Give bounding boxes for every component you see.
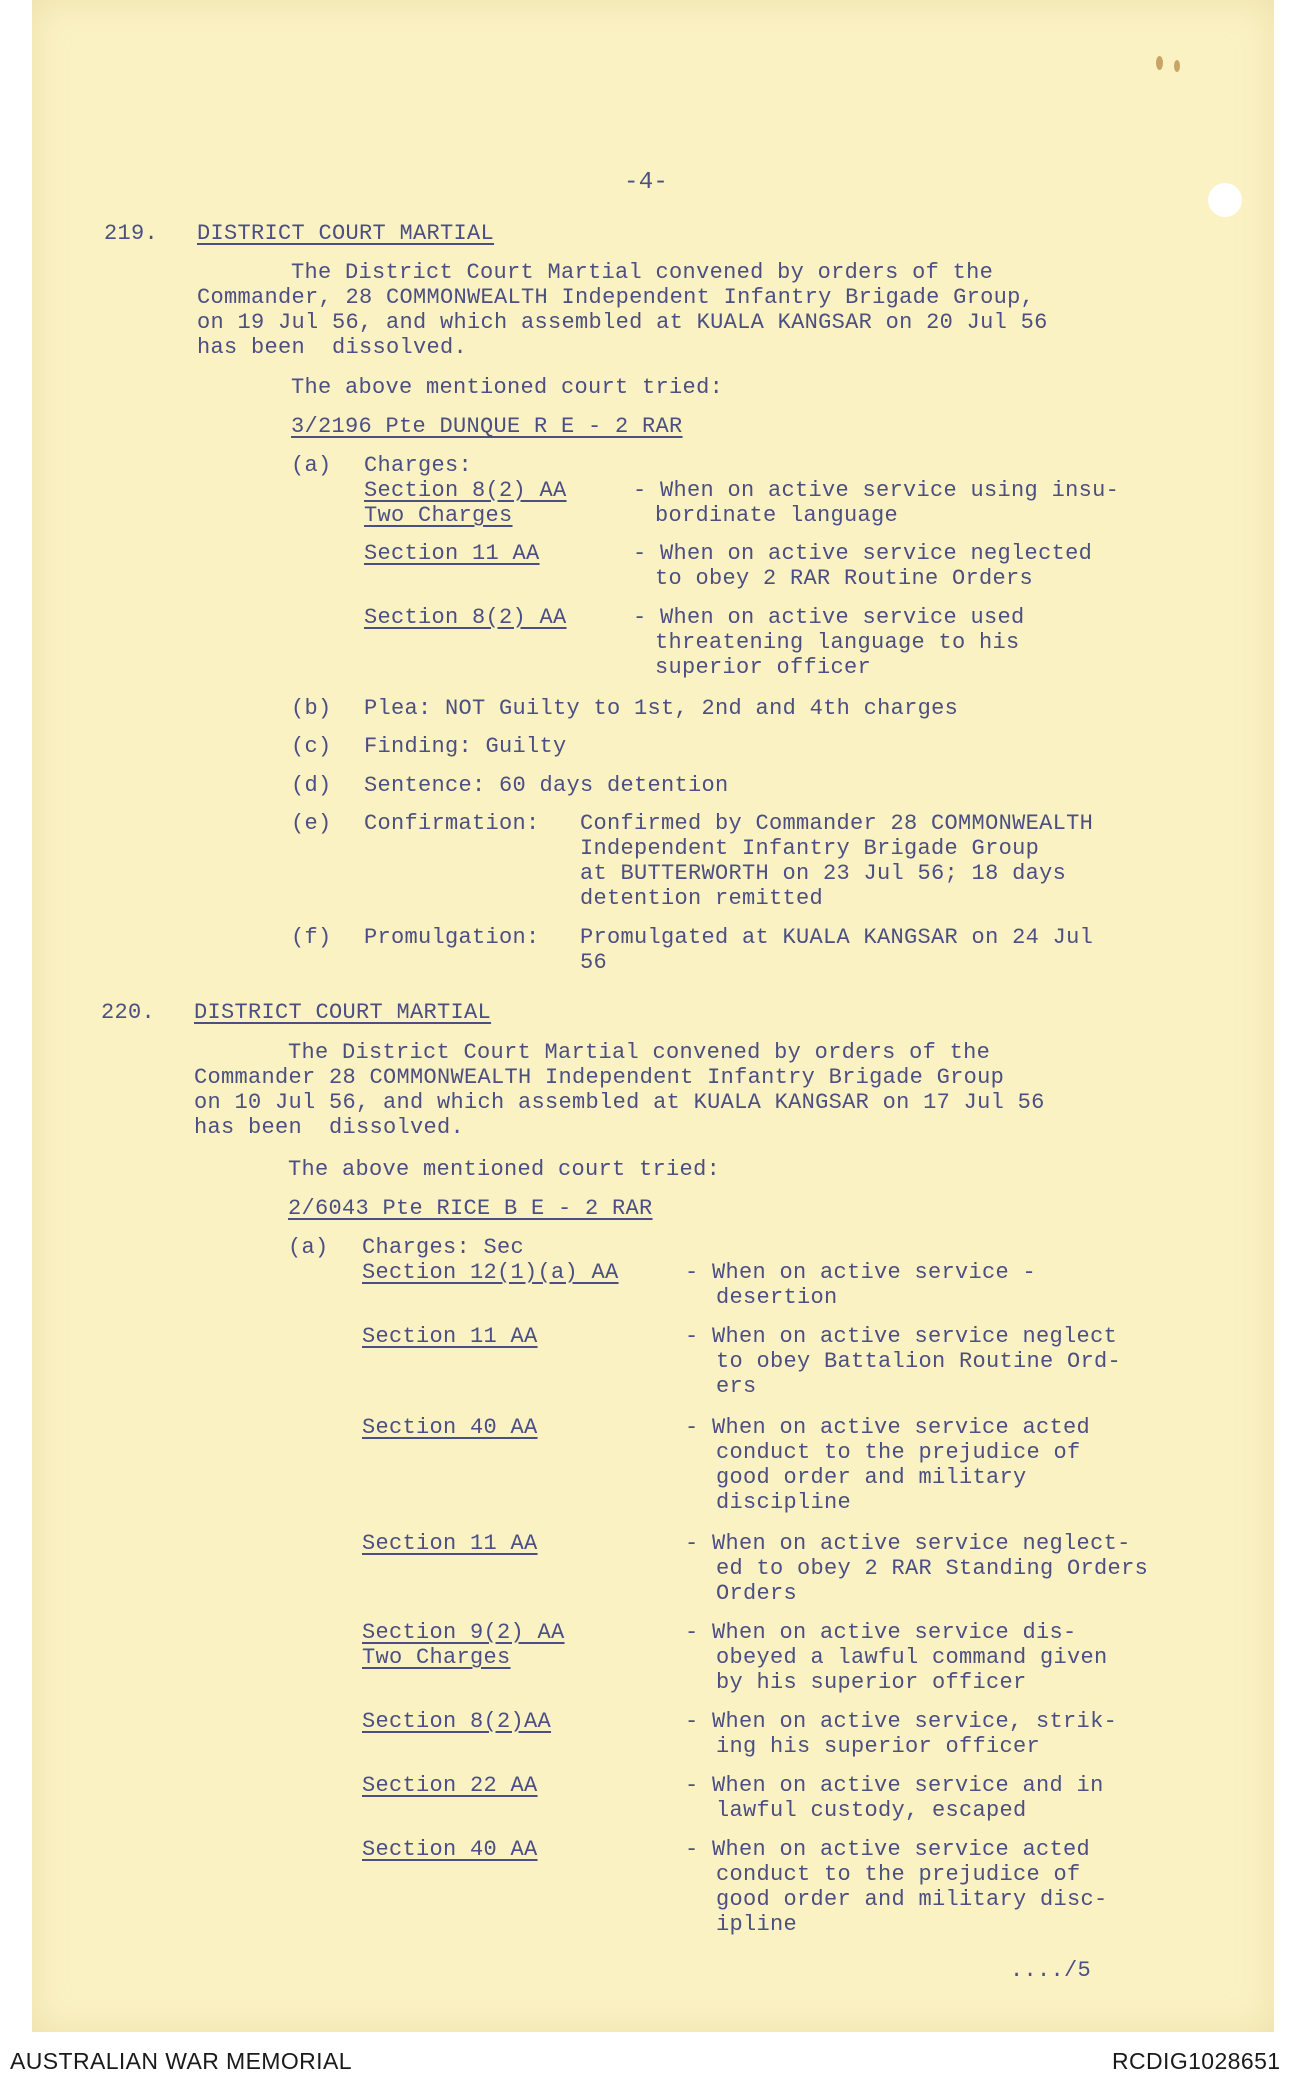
intro-line: on 19 Jul 56, and which assembled at KUALA KANGSAR on 20 Jul 56 — [197, 310, 1048, 335]
charge-desc: - When on active service acted — [685, 1837, 1091, 1862]
charge-desc: to obey 2 RAR Routine Orders — [655, 566, 1034, 591]
intro-line: The District Court Martial convened by orders of the — [291, 260, 994, 285]
charge-desc: good order and military — [716, 1465, 1027, 1490]
intro-line: Commander, 28 COMMONWEALTH Independent Infantry Brigade Group, — [197, 285, 1035, 310]
charge-desc: threatening language to his — [655, 630, 1020, 655]
accused: 2/6043 Pte RICE B E - 2 RAR — [288, 1196, 653, 1221]
confirmation-title: Confirmation: — [364, 811, 540, 836]
intro-line: Commander 28 COMMONWEALTH Independent Infantry Brigade Group — [194, 1065, 1005, 1090]
charge-section: Section 12(1)(a) AA — [362, 1260, 619, 1285]
promulgation-text: 56 — [580, 950, 608, 975]
charge-section: Section 11 AA — [362, 1531, 538, 1556]
tried-line: The above mentioned court tried: — [288, 1157, 721, 1182]
charge-desc: - When on active service used — [633, 605, 1025, 630]
section-heading: DISTRICT COURT MARTIAL — [197, 221, 495, 246]
charge-desc: - When on active service and in — [685, 1773, 1104, 1798]
item-label: (d) — [291, 773, 332, 798]
intro-line: The District Court Martial convened by orders of the — [288, 1040, 991, 1065]
charge-desc: to obey Battalion Routine Ord- — [716, 1349, 1122, 1374]
charge-desc: - When on active service neglect — [685, 1324, 1118, 1349]
intro-line: has been dissolved. — [194, 1115, 465, 1140]
charge-desc: by his superior officer — [716, 1670, 1027, 1695]
stain-mark — [1156, 56, 1163, 70]
charge-desc: desertion — [716, 1285, 838, 1310]
confirmation-text: detention remitted — [580, 886, 824, 911]
archive-credit: AUSTRALIAN WAR MEMORIAL — [10, 2048, 352, 2074]
charge-section: Section 8(2) AA — [364, 605, 567, 630]
charge-section: Two Charges — [362, 1645, 511, 1670]
accused: 3/2196 Pte DUNQUE R E - 2 RAR — [291, 414, 683, 439]
charge-section: Section 40 AA — [362, 1837, 538, 1862]
charge-desc: - When on active service - — [685, 1260, 1037, 1285]
charge-desc: ipline — [716, 1912, 798, 1937]
section-number: 219. — [104, 221, 159, 246]
item-label: (a) — [291, 453, 332, 478]
charge-desc: superior officer — [655, 655, 872, 680]
item-label: (a) — [288, 1235, 329, 1260]
intro-line: has been dissolved. — [197, 335, 468, 360]
promulgation-text: Promulgated at KUALA KANGSAR on 24 Jul — [580, 925, 1094, 950]
intro-line: on 10 Jul 56, and which assembled at KUALA KANGSAR on 17 Jul 56 — [194, 1090, 1045, 1115]
charge-desc: bordinate language — [655, 503, 899, 528]
charge-desc: - When on active service dis- — [685, 1620, 1077, 1645]
charge-desc: obeyed a lawful command given — [716, 1645, 1108, 1670]
charge-desc: conduct to the prejudice of — [716, 1862, 1081, 1887]
item-label: (e) — [291, 811, 332, 836]
punch-hole — [1208, 183, 1242, 217]
charge-desc: - When on active service using insu- — [633, 478, 1120, 503]
charge-section: Section 22 AA — [362, 1773, 538, 1798]
tried-line: The above mentioned court tried: — [291, 375, 724, 400]
charge-desc: good order and military disc- — [716, 1887, 1108, 1912]
charge-section: Section 11 AA — [362, 1324, 538, 1349]
charge-desc: ers — [716, 1374, 757, 1399]
charge-desc: ed to obey 2 RAR Standing Orders — [716, 1556, 1149, 1581]
sentence-text: Sentence: 60 days detention — [364, 773, 729, 798]
item-label: (f) — [291, 925, 332, 950]
promulgation-title: Promulgation: — [364, 925, 540, 950]
continuation-marker: ..../5 — [1010, 1958, 1092, 1983]
charge-desc: - When on active service, strik- — [685, 1709, 1118, 1734]
confirmation-text: Confirmed by Commander 28 COMMONWEALTH — [580, 811, 1094, 836]
charge-desc: - When on active service neglect- — [685, 1531, 1131, 1556]
charge-section: Two Charges — [364, 503, 513, 528]
item-label: (c) — [291, 734, 332, 759]
charge-desc: conduct to the prejudice of — [716, 1440, 1081, 1465]
section-heading: DISTRICT COURT MARTIAL — [194, 1000, 492, 1025]
charge-section: Section 9(2) AA — [362, 1620, 565, 1645]
charge-desc: Orders — [716, 1581, 798, 1606]
charge-desc: - When on active service neglected — [633, 541, 1093, 566]
charge-desc: - When on active service acted — [685, 1415, 1091, 1440]
charges-label: Charges: — [364, 453, 473, 478]
section-number: 220. — [101, 1000, 156, 1025]
charge-section: Section 40 AA — [362, 1415, 538, 1440]
charge-desc: lawful custody, escaped — [716, 1798, 1027, 1823]
page-number: -4- — [624, 169, 669, 196]
charge-desc: discipline — [716, 1490, 852, 1515]
confirmation-text: Independent Infantry Brigade Group — [580, 836, 1040, 861]
item-label: (b) — [291, 696, 332, 721]
charge-section: Section 8(2) AA — [364, 478, 567, 503]
charge-section: Section 11 AA — [364, 541, 540, 566]
record-id: RCDIG1028651 — [1112, 2048, 1281, 2074]
finding-text: Finding: Guilty — [364, 734, 567, 759]
stain-mark — [1174, 60, 1180, 72]
charge-section: Section 8(2)AA — [362, 1709, 552, 1734]
plea-text: Plea: NOT Guilty to 1st, 2nd and 4th charges — [364, 696, 959, 721]
confirmation-text: at BUTTERWORTH on 23 Jul 56; 18 days — [580, 861, 1067, 886]
charge-desc: ing his superior officer — [716, 1734, 1041, 1759]
charges-label: Charges: Sec — [362, 1235, 525, 1260]
